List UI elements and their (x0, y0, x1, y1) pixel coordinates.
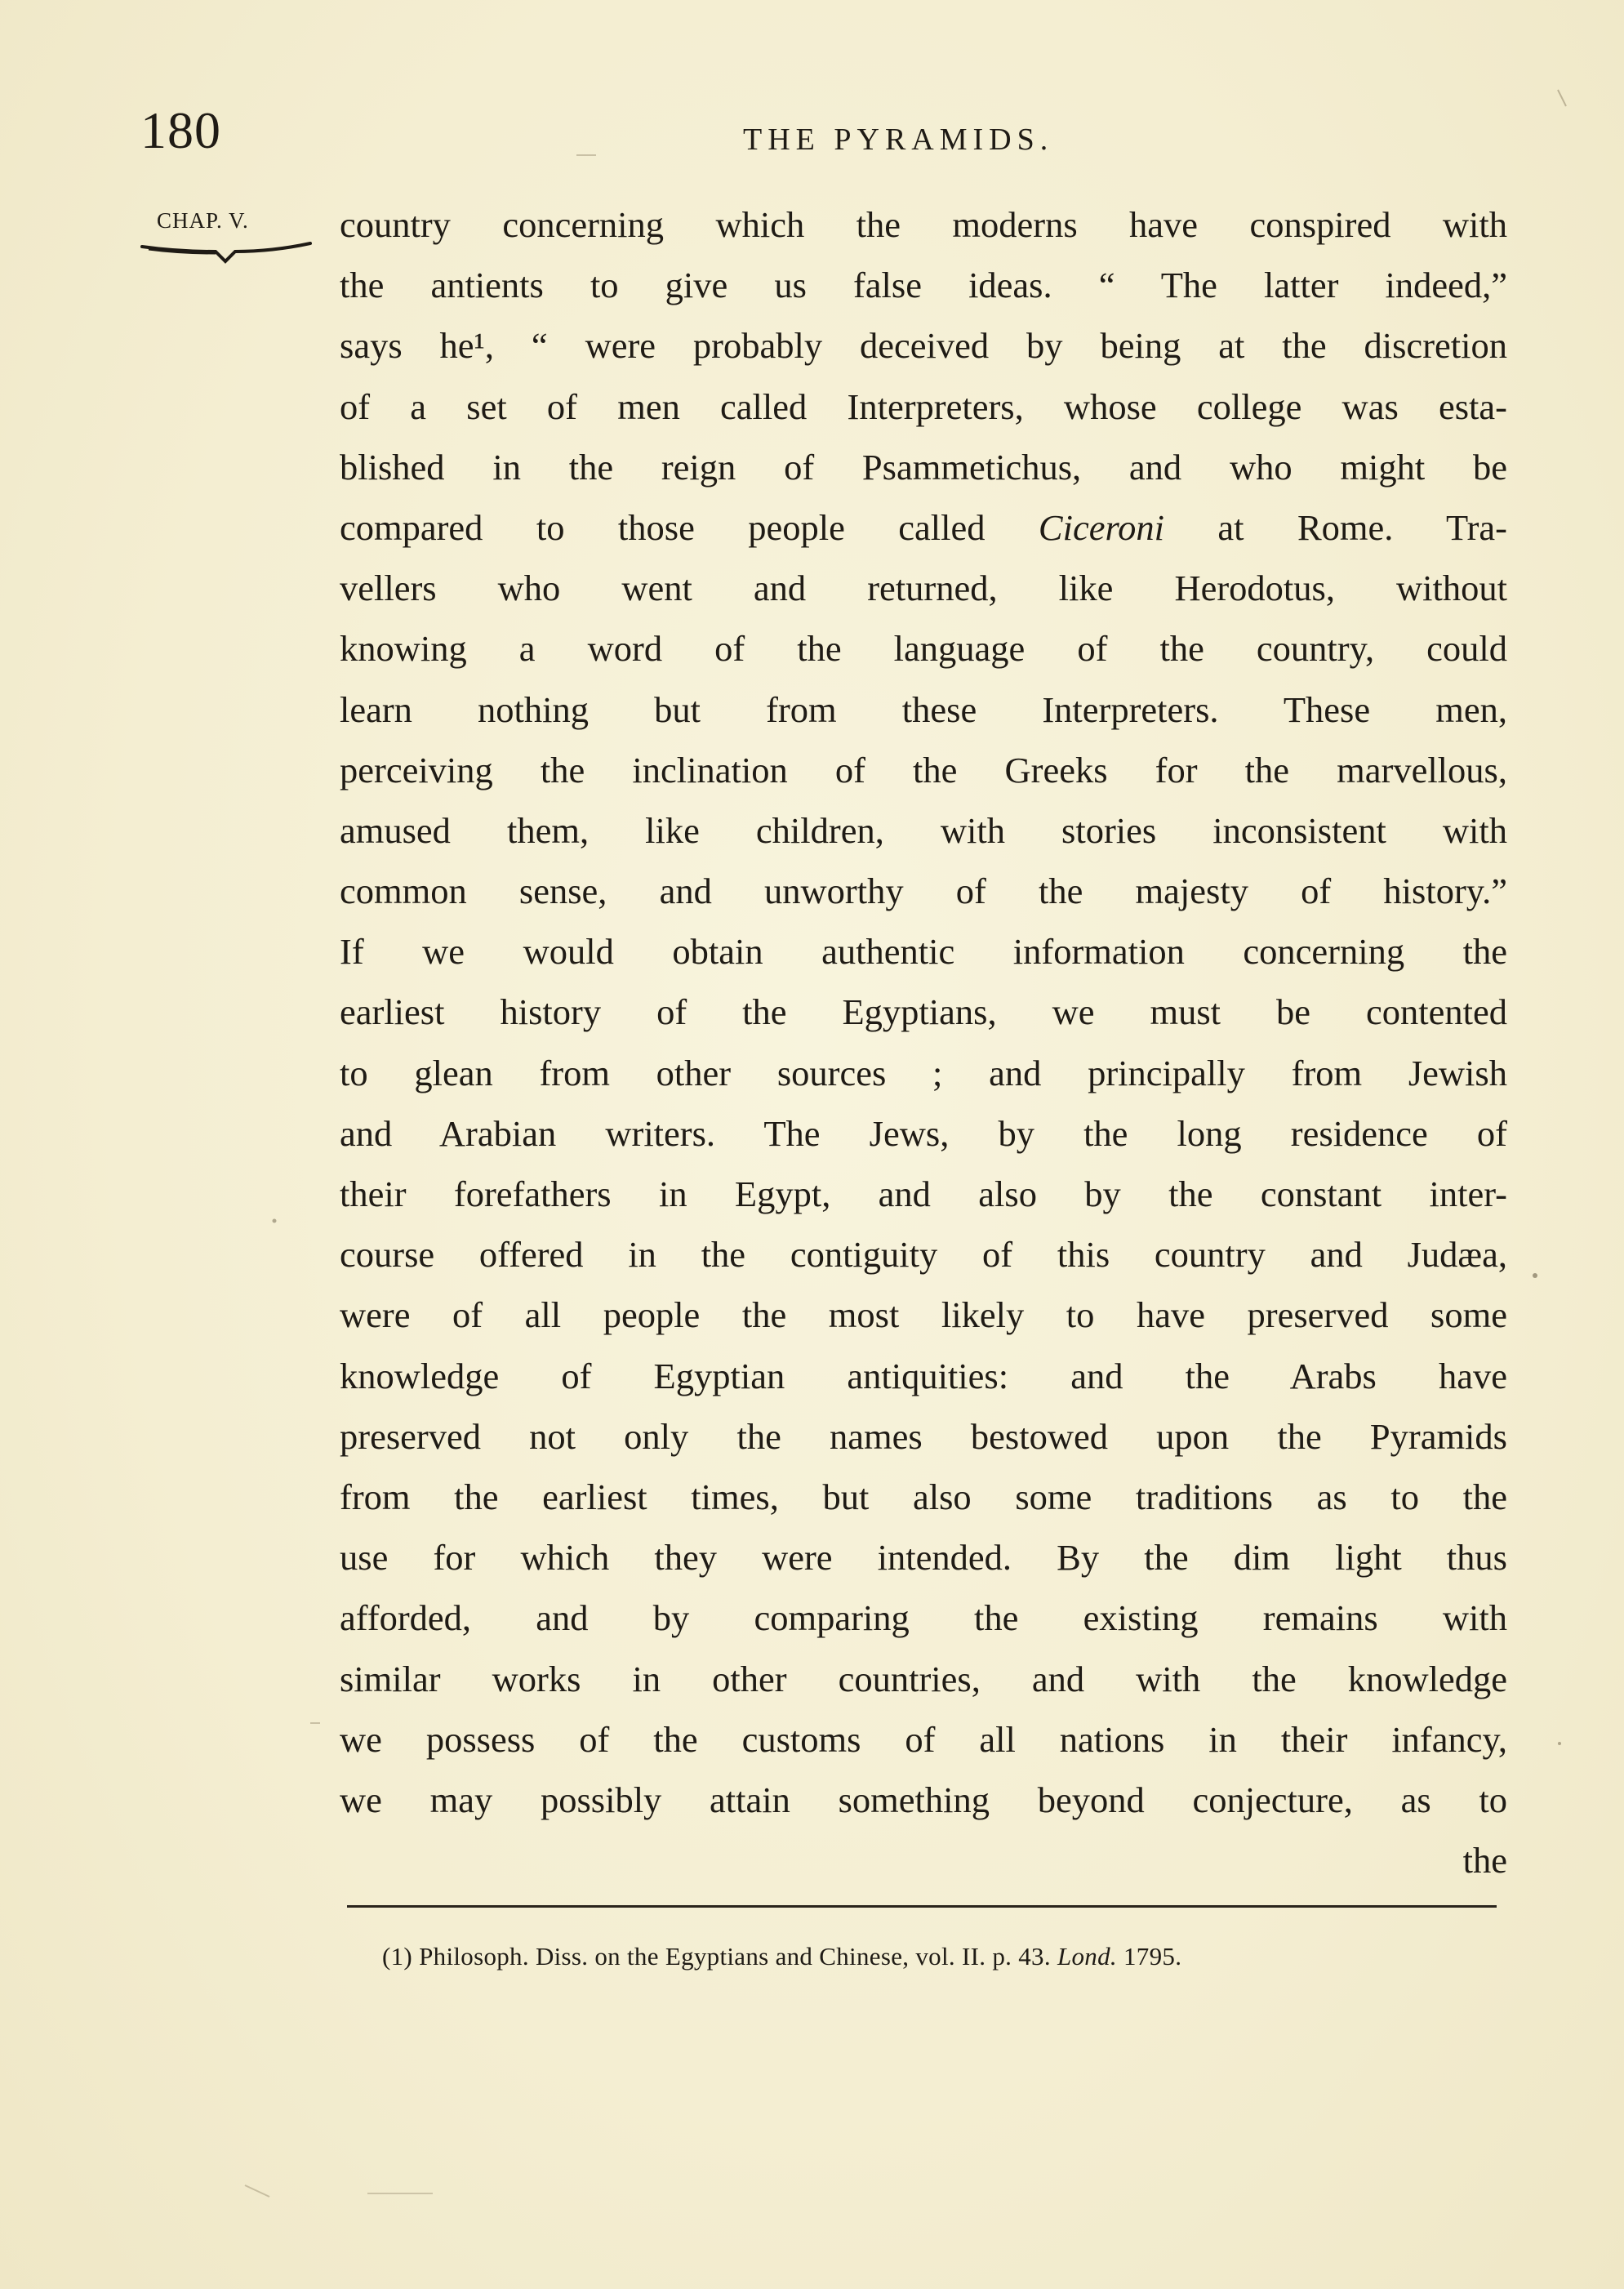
text-line: and Arabian writers. The Jews, by the long residence of (340, 1112, 1507, 1154)
footnote-marker: (1) (382, 1942, 413, 1971)
footnote-rule (347, 1905, 1497, 1908)
running-title: THE PYRAMIDS. (743, 122, 1054, 157)
italic-word: Ciceroni (1038, 506, 1164, 548)
text-line: preserved not only the names bestowed upon the Pyramids (340, 1415, 1507, 1457)
text-line: course offered in the contiguity of this country and Judæa, (340, 1234, 1507, 1276)
text-line: from the earliest times, but also some traditions as to the (340, 1476, 1507, 1517)
text-line: knowledge of Egyptian antiquities: and the Arabs have (340, 1355, 1507, 1396)
text-line: afforded, and by comparing the existing remains with (340, 1597, 1507, 1639)
footnote-year: 1795. (1123, 1942, 1182, 1971)
text-line: were of all people the most likely to have preserved some (340, 1294, 1507, 1336)
body-text (340, 194, 1507, 1890)
text-line: learn nothing but from these Interpreters. These men, (340, 688, 1507, 730)
page-number: 180 (140, 101, 221, 159)
footnote-place: Lond. (1057, 1942, 1117, 1971)
text-line: of a set of men called Interpreters, whose college was esta- (340, 385, 1507, 427)
catchword: the (1462, 1840, 1507, 1882)
text-line: vellers who went and returned, like Herodotus, without (340, 568, 1507, 609)
text-line: country concerning which the moderns have conspired with (340, 204, 1507, 245)
text-line: perceiving the inclination of the Greeks for the marvellous, (340, 749, 1507, 790)
chapter-marker: CHAP. V. (157, 208, 249, 233)
text-line: blished in the reign of Psammetichus, and who might be (340, 446, 1507, 488)
text-line: common sense, and unworthy of the majesty of history.” (340, 871, 1507, 912)
text-line: we may possibly attain something beyond conjecture, as to (340, 1779, 1507, 1820)
text-line: to glean from other sources ; and principally from Jewish (340, 1052, 1507, 1093)
text-line: the antients to give us false ideas. “ The latter indeed,” (340, 265, 1507, 306)
footnote (382, 1944, 1181, 1969)
footnote-text: Philosoph. Diss. on the Egyptians and Chinese, vol. II. p. 43. (419, 1942, 1051, 1971)
text-line: earliest history of the Egyptians, we must be contented (340, 991, 1507, 1033)
text-line: amused them, like children, with stories inconsistent with (340, 809, 1507, 851)
text-line: their forefathers in Egypt, and also by the constant inter- (340, 1173, 1507, 1214)
text-line: says he¹, “ were probably deceived by being at the discretion (340, 325, 1507, 367)
text-line: compared to those people called Ciceroni at Rome. Tra- (340, 506, 1507, 548)
text-line: knowing a word of the language of the country, could (340, 628, 1507, 670)
text-line: similar works in other countries, and with the knowledge (340, 1658, 1507, 1699)
text-line: If we would obtain authentic information concerning the (340, 931, 1507, 973)
text-line: use for which they were intended. By the dim light thus (340, 1537, 1507, 1579)
text-line: we possess of the customs of all nations in their infancy, (340, 1718, 1507, 1760)
chapter-ornament-rule (140, 242, 312, 266)
